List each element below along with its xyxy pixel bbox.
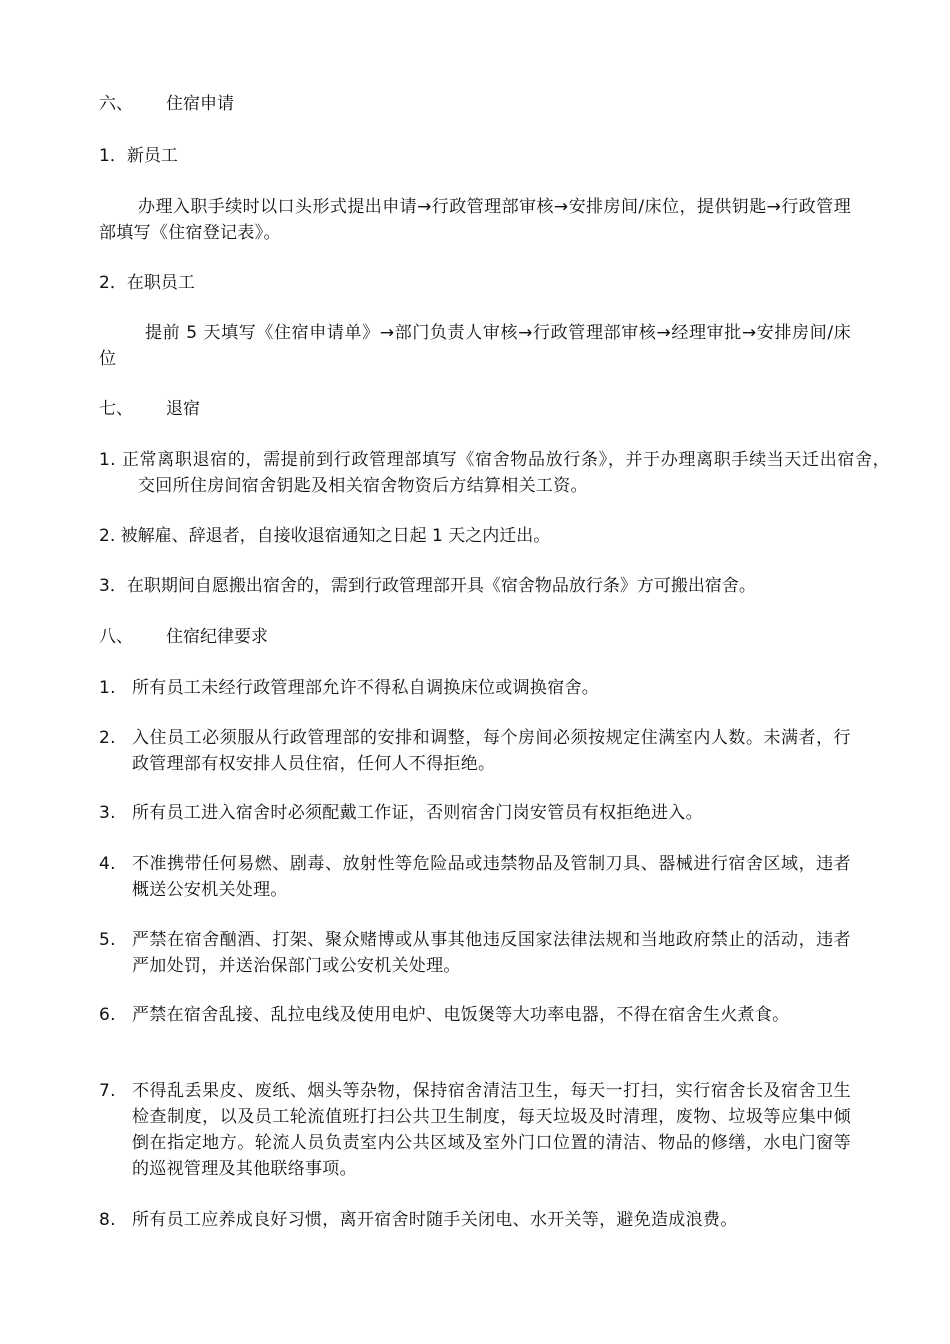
rule-number: 7. — [99, 1081, 116, 1101]
checkout-item: 2. 被解雇、辞退者，自接收退宿通知之日起 1 天之内迁出。 — [99, 526, 551, 546]
rule-item — [99, 725, 851, 777]
rule-text: 所有员工进入宿舍时必须配戴工作证，否则宿舍门岗安管员有权拒绝进入。 — [132, 803, 703, 823]
rule-item — [99, 851, 851, 903]
rule-text: 不得乱丢果皮、废纸、烟头等杂物，保持宿舍清洁卫生，每天一打扫，实行宿舍长及宿舍卫生检查制度，以及员工轮流值班打扫公共卫生制度，每天垃圾及时清理，废物、垃圾等应集中倾倒在指定地方。轮流人员负责室内公共区域及室外门口位置的清洁、物品的修缮，水电门窗等的巡视管理及其他联络事项。 — [132, 1081, 851, 1179]
section-number: 八、 — [99, 627, 133, 647]
section-title: 住宿申请 — [166, 94, 234, 114]
rule-item — [99, 1078, 851, 1182]
new-staff-paragraph: 办理入职手续时以口头形式提出申请→行政管理部审核→安排房间/床位，提供钥匙→行政管理部填写《住宿登记表》。 — [99, 197, 851, 243]
checkout-item: 1. 正常离职退宿的，需提前到行政管理部填写《宿舍物品放行条》，并于办理离职手续当天迁出宿舍，交回所住房间宿舍钥匙及相关宿舍物资后方结算相关工资。 — [99, 450, 890, 496]
rule-number: 4. — [99, 854, 116, 874]
rule-item — [99, 927, 851, 979]
rule-text: 所有员工应养成良好习惯，离开宿舍时随手关闭电、水开关等，避免造成浪费。 — [132, 1210, 738, 1230]
rule-text: 所有员工未经行政管理部允许不得私自调换床位或调换宿舍。 — [132, 678, 600, 698]
rule-text: 入住员工必须服从行政管理部的安排和调整，每个房间必须按规定住满室内人数。未满者，行政管理部有权安排人员住宿，任何人不得拒绝。 — [132, 728, 851, 774]
subsection-new-staff-label: 1．新员工 — [99, 146, 178, 166]
subsection-current-staff-label: 2．在职员工 — [99, 273, 195, 293]
rule-item — [99, 800, 851, 826]
rule-text: 严禁在宿舍乱接、乱拉电线及使用电炉、电饭煲等大功率电器，不得在宿舍生火煮食。 — [132, 1005, 790, 1025]
rule-number: 2. — [99, 728, 116, 748]
rule-number: 5. — [99, 930, 116, 950]
rule-text: 不准携带任何易燃、剧毒、放射性等危险品或违禁物品及管制刀具、器械进行宿舍区域，违者概送公安机关处理。 — [132, 854, 851, 900]
rule-number: 8. — [99, 1210, 116, 1230]
checkout-item: 3．在职期间自愿搬出宿舍的，需到行政管理部开具《宿舍物品放行条》方可搬出宿舍。 — [99, 576, 756, 596]
rule-text: 严禁在宿舍酗酒、打架、聚众赌博或从事其他违反国家法律法规和当地政府禁止的活动，违者严加处罚，并送治保部门或公安机关处理。 — [132, 930, 851, 976]
section-number: 六、 — [99, 94, 133, 114]
section-number: 七、 — [99, 399, 133, 419]
rule-item — [99, 1002, 851, 1028]
current-staff-paragraph: 提前 5 天填写《住宿申请单》→部门负责人审核→行政管理部审核→经理审批→安排房间/床位 — [99, 323, 851, 369]
rule-item — [99, 675, 851, 701]
section-title: 退宿 — [166, 399, 200, 419]
section-six-heading — [99, 91, 851, 117]
rule-number: 1. — [99, 678, 116, 698]
rule-number: 3. — [99, 803, 116, 823]
section-eight-heading — [99, 624, 851, 650]
section-title: 住宿纪律要求 — [166, 627, 268, 647]
rule-item — [99, 1207, 851, 1233]
rule-number: 6. — [99, 1005, 116, 1025]
section-seven-heading — [99, 396, 851, 422]
